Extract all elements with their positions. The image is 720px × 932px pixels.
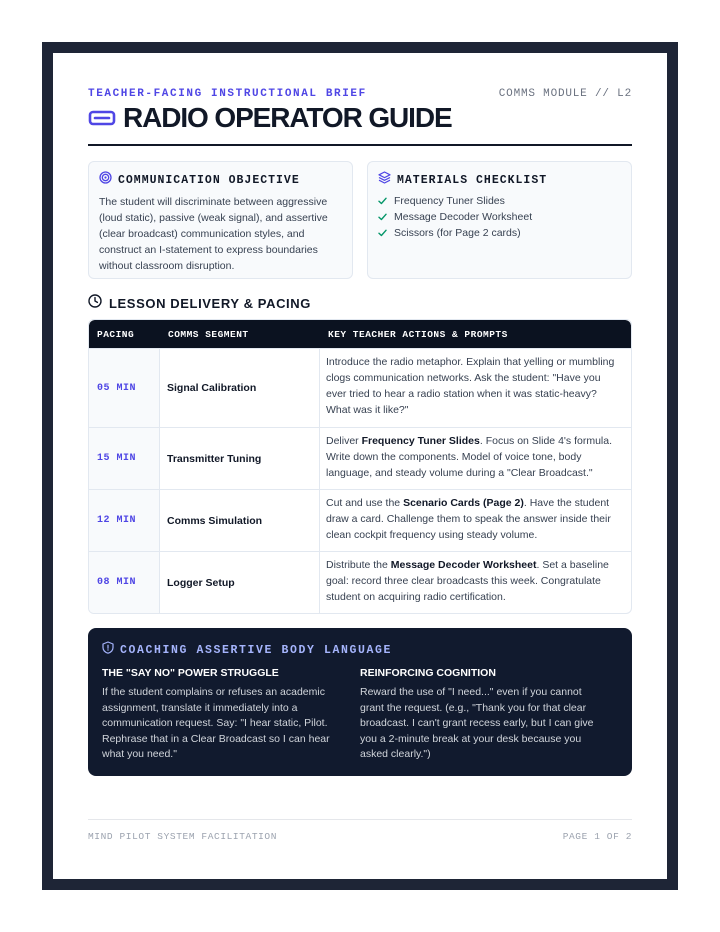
title-row bbox=[88, 101, 452, 135]
materials-item bbox=[378, 193, 621, 209]
clock-icon bbox=[88, 294, 102, 313]
coaching-title: COACHING ASSERTIVE BODY LANGUAGE bbox=[120, 643, 393, 657]
segment-cell: Comms Simulation bbox=[160, 490, 320, 551]
coaching-columns bbox=[102, 667, 618, 763]
objective-header bbox=[99, 173, 342, 187]
actions-cell bbox=[320, 490, 631, 551]
segment-cell: Transmitter Tuning bbox=[160, 428, 320, 489]
actions-text: . Focus on Slide 4's formula. Write down the components. Model of voice tone, body language, and steady volume during a "Clear Broadcast." bbox=[326, 435, 613, 479]
check-icon bbox=[378, 197, 387, 205]
table-row bbox=[89, 489, 631, 551]
materials-list bbox=[378, 193, 621, 241]
actions-text: . Have the student draw a card. Challenge them to speak the answer inside their clean cockpit frequency using steady volume. bbox=[326, 497, 611, 541]
table-header bbox=[89, 320, 631, 348]
actions-cell bbox=[320, 552, 631, 613]
title-divider bbox=[88, 144, 632, 146]
materials-item-label: Frequency Tuner Slides bbox=[394, 195, 505, 207]
materials-header bbox=[378, 173, 621, 187]
column-header: KEY TEACHER ACTIONS & PROMPTS bbox=[328, 328, 508, 340]
shield-icon bbox=[102, 641, 114, 659]
table-row bbox=[89, 348, 631, 427]
coaching-column-heading: THE "SAY NO" POWER STRUGGLE bbox=[102, 667, 279, 679]
objective-title: COMMUNICATION OBJECTIVE bbox=[118, 173, 300, 187]
coaching-column bbox=[360, 667, 618, 763]
coaching-column-body: If the student complains or refuses an academic assignment, translate it immediately into a communication request. Say: "I hear static, Pilot. Rephrase that in a Clear Broadcast so I can hear what you need." bbox=[102, 686, 330, 760]
materials-item-label: Message Decoder Worksheet bbox=[394, 211, 533, 223]
eyebrow-label: TEACHER-FACING INSTRUCTIONAL BRIEF bbox=[88, 88, 367, 100]
footer-page-number: PAGE 1 OF 2 bbox=[562, 831, 632, 842]
radio-icon bbox=[88, 101, 116, 135]
footer-divider bbox=[88, 819, 632, 820]
actions-emphasis: Frequency Tuner Slides bbox=[361, 435, 480, 447]
pacing-cell: 05 MIN bbox=[89, 349, 160, 427]
check-icon bbox=[378, 229, 387, 237]
actions-cell bbox=[320, 428, 631, 489]
table-row bbox=[89, 427, 631, 489]
actions-text: . Set a baseline goal: record three clear broadcasts this week. Congratulate student on acquiring radio certification. bbox=[326, 559, 609, 603]
segment-cell: Logger Setup bbox=[160, 552, 320, 613]
lesson-title: LESSON DELIVERY & PACING bbox=[109, 296, 311, 311]
module-label: COMMS MODULE // L2 bbox=[498, 88, 632, 100]
materials-item bbox=[378, 225, 621, 241]
column-header: COMMS SEGMENT bbox=[168, 328, 249, 340]
materials-card bbox=[367, 161, 632, 279]
coaching-column-heading: REINFORCING COGNITION bbox=[360, 667, 496, 679]
coaching-column bbox=[102, 667, 360, 763]
coaching-panel bbox=[88, 628, 632, 776]
objective-card bbox=[88, 161, 353, 279]
check-icon bbox=[378, 213, 387, 221]
table-row bbox=[89, 551, 631, 613]
actions-emphasis: Message Decoder Worksheet bbox=[390, 559, 537, 571]
objective-body: The student will discriminate between aggressive (loud static), passive (weak signal), and assertive (clear broadcast) communication styles, and construct an I-statement to express boundaries without classroom disruption. bbox=[99, 196, 328, 272]
coaching-column-body: Reward the use of "I need..." even if you cannot grant the request. (e.g., "Thank you for that clear broadcast. I can't grant recess early, but I can give you a 2-minute break at your desk because you asked clearly.") bbox=[360, 686, 594, 760]
materials-title: MATERIALS CHECKLIST bbox=[397, 173, 548, 187]
target-icon bbox=[99, 171, 118, 189]
column-header: PACING bbox=[97, 328, 135, 340]
pacing-cell: 15 MIN bbox=[89, 428, 160, 489]
footer-system-label: MIND PILOT SYSTEM FACILITATION bbox=[88, 831, 278, 842]
segment-cell: Signal Calibration bbox=[160, 349, 320, 427]
actions-text: Deliver bbox=[326, 435, 362, 447]
lesson-table bbox=[88, 319, 632, 614]
lesson-header bbox=[88, 294, 311, 313]
actions-text: Cut and use the bbox=[326, 497, 404, 509]
page-title: RADIO OPERATOR GUIDE bbox=[123, 102, 452, 133]
materials-item bbox=[378, 209, 621, 225]
actions-text: Distribute the bbox=[326, 559, 391, 571]
actions-text: Introduce the radio metaphor. Explain that yelling or mumbling clogs communication networks. Ask the student: "Have you ever tried to hear a radio station when it was static-heavy? What was it like?" bbox=[326, 356, 615, 416]
actions-emphasis: Scenario Cards (Page 2) bbox=[403, 497, 524, 509]
pacing-cell: 12 MIN bbox=[89, 490, 160, 551]
coaching-header bbox=[102, 641, 618, 659]
materials-item-label: Scissors (for Page 2 cards) bbox=[394, 227, 521, 239]
pacing-cell: 08 MIN bbox=[89, 552, 160, 613]
layers-icon bbox=[378, 171, 397, 189]
actions-cell bbox=[320, 349, 631, 427]
